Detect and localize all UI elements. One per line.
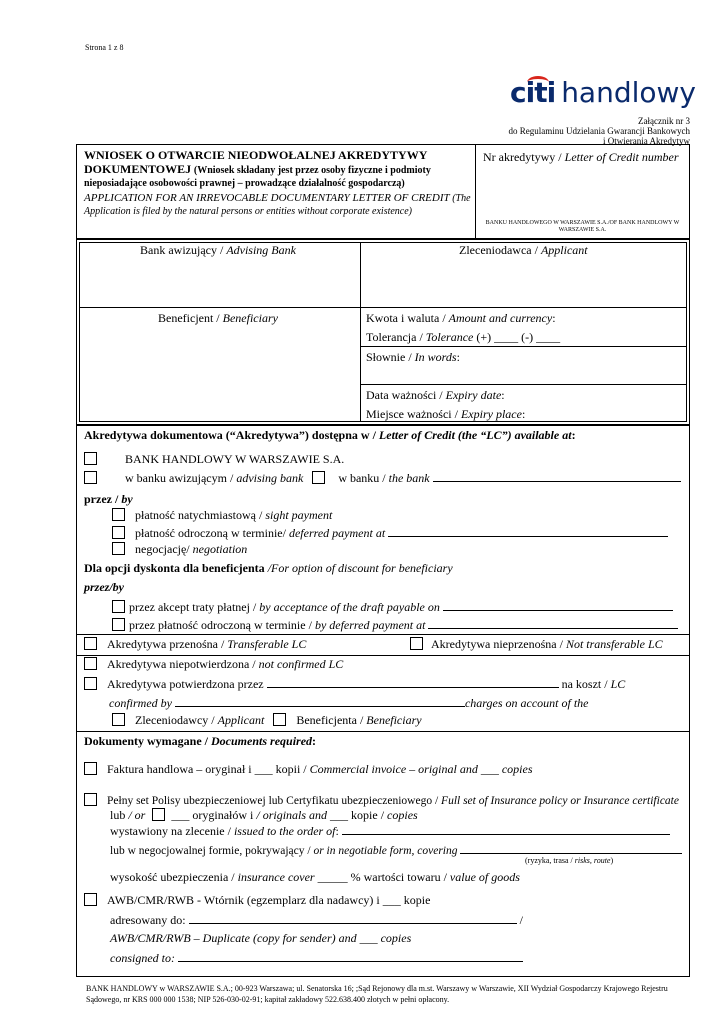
words-hline bbox=[360, 384, 687, 385]
awb-addressed-line: adresowany do: / bbox=[110, 913, 523, 927]
deferred-payment-checkbox[interactable] bbox=[112, 526, 125, 539]
title-pl-main: WNIOSEK O OTWARCIE NIEODWOŁALNEJ AKREDYTYWY DOKUMENTOWEJ bbox=[84, 148, 427, 176]
section-hline bbox=[76, 634, 690, 635]
other-bank-checkbox[interactable] bbox=[312, 471, 325, 484]
applicant-label: Zleceniodawca / Applicant bbox=[459, 243, 588, 257]
confirmed-by-field[interactable] bbox=[267, 676, 559, 688]
transferable-checkbox[interactable] bbox=[84, 637, 97, 650]
advising-bank-label: Bank awizujący / Advising Bank bbox=[140, 243, 296, 257]
expiry-date-label: Data ważności / Expiry date: bbox=[366, 388, 505, 402]
doc-commercial-invoice[interactable]: Faktura handlowa – oryginał i ___ kopii / Commercial invoice – original and ___ copies bbox=[84, 762, 533, 777]
option-deferred-payment-2[interactable]: przez płatność odroczoną w terminie / by deferred payment at bbox=[112, 617, 678, 633]
risk-note: (ryzyka, trasa / risks, route) bbox=[525, 856, 614, 865]
deferred-payment-field[interactable] bbox=[388, 525, 668, 537]
awb-checkbox[interactable] bbox=[84, 893, 97, 906]
option-not-transferable[interactable]: Akredytywa nieprzenośna / Not transferable LC bbox=[410, 637, 663, 652]
documents-heading: Dokumenty wymagane / Documents required: bbox=[84, 734, 317, 748]
not-confirmed-checkbox[interactable] bbox=[84, 657, 97, 670]
deferred-payment-2-field[interactable] bbox=[428, 617, 678, 629]
expiry-place-label: Miejsce ważności / Expiry place: bbox=[366, 407, 526, 421]
citi-handlowy-logo bbox=[510, 76, 696, 109]
by2-label: przez/by bbox=[84, 580, 124, 594]
addressed-to-field[interactable] bbox=[189, 912, 517, 924]
option-negotiation[interactable]: negocjację/ negotiation bbox=[112, 542, 247, 557]
title-en-main: APPLICATION FOR AN IRREVOCABLE DOCUMENTARY LETTER OF CREDIT bbox=[84, 192, 450, 204]
amount-hline bbox=[360, 346, 687, 347]
option-transferable[interactable]: Akredytywa przenośna / Transferable LC bbox=[84, 637, 306, 652]
insurance-cover-line: wysokość ubezpieczenia / insurance cover _____ % wartości towaru / value of goods bbox=[110, 870, 520, 884]
logo-handlowy-text: handlowy bbox=[561, 76, 696, 109]
by-label: przez / by bbox=[84, 492, 133, 506]
invoice-checkbox[interactable] bbox=[84, 762, 97, 775]
covering-field[interactable] bbox=[460, 842, 682, 854]
in-words-label: Słownie / In words: bbox=[366, 350, 460, 364]
parties-divider bbox=[360, 242, 361, 422]
not-transferable-checkbox[interactable] bbox=[410, 637, 423, 650]
annex-note bbox=[509, 116, 690, 146]
discount-heading: Dla opcji dyskonta dla beneficjenta /For option of discount for beneficiary bbox=[84, 561, 453, 575]
option-advising-bank[interactable]: w banku awizującym / advising bank w banku / the bank bbox=[84, 470, 681, 486]
section-hline bbox=[76, 655, 690, 656]
header-divider bbox=[475, 144, 476, 239]
logo-citi-text: citi bbox=[510, 76, 556, 109]
option-confirmed[interactable]: Akredytywa potwierdzona przez na koszt / LC bbox=[84, 676, 625, 692]
deferred-payment-2-checkbox[interactable] bbox=[112, 618, 125, 631]
footer: BANK HANDLOWY w WARSZAWIE S.A.; 00-923 Warszawa; ul. Senatorska 16; ;Sąd Rejonowy dla m.st. Warszawy w Warszawie, XII Wydział Gospodarczy Krajowego Rejestru Sądowego, nr KRS 000 000 1538; NIP 526-030-02-91; kapitał zakładowy 522.638.400 złotych w pełni opłacony. bbox=[86, 984, 668, 1004]
page-number: Strona 1 z 8 bbox=[85, 43, 124, 52]
lc-number-label-pl: Nr akredytywy / bbox=[483, 150, 565, 164]
option-not-confirmed[interactable]: Akredytywa niepotwierdzona / not confirmed LC bbox=[84, 657, 343, 672]
consigned-to-field[interactable] bbox=[178, 950, 523, 962]
charges-applicant-checkbox[interactable] bbox=[112, 713, 125, 726]
beneficiary-label: Beneficjent / Beneficiary bbox=[158, 311, 278, 325]
insurance-originals-line: lub / or ___ oryginałów i / originals and ___ kopie / copies bbox=[110, 808, 418, 822]
citi-arc-icon bbox=[527, 76, 549, 89]
availability-heading: Akredytywa dokumentowa (“Akredytywa”) dostępna w / Letter of Credit (the “LC”) available at: bbox=[84, 428, 576, 442]
draft-acceptance-checkbox[interactable] bbox=[112, 600, 125, 613]
title-en-note: (The Application is filed by the natural persons or entities without corporate existence) bbox=[84, 193, 471, 217]
annex-line: i Otwierania Akredytyw bbox=[603, 136, 690, 146]
awb-en-line: AWB/CMR/RWB – Duplicate (copy for sender) and ___ copies bbox=[110, 931, 412, 945]
option-draft-acceptance[interactable]: przez akcept traty płatnej / by acceptance of the draft payable on bbox=[112, 599, 673, 615]
amount-label: Kwota i waluta / Amount and currency: bbox=[366, 311, 556, 325]
insurance-negotiable-line: lub w negocjowalnej formie, pokrywający / or in negotiable form, covering bbox=[110, 842, 682, 859]
charges-beneficiary-checkbox[interactable] bbox=[273, 713, 286, 726]
option-deferred-payment[interactable]: płatność odroczoną w terminie/ deferred payment at bbox=[112, 525, 668, 541]
doc-insurance[interactable]: Pełny set Polisy ubezpieczeniowej lub Certyfikatu ubezpieczeniowego / Full set of Insurance policy or Insurance certificate bbox=[84, 793, 679, 809]
doc-awb[interactable]: AWB/CMR/RWB - Wtórnik (egzemplarz dla nadawcy) i ___ kopie bbox=[84, 893, 430, 908]
title-block bbox=[84, 149, 472, 218]
parties-hline bbox=[79, 307, 687, 308]
confirmed-checkbox[interactable] bbox=[84, 677, 97, 690]
draft-field[interactable] bbox=[443, 599, 673, 611]
sight-payment-checkbox[interactable] bbox=[112, 508, 125, 521]
insurance-or-checkbox[interactable] bbox=[152, 808, 165, 821]
lc-number-bank-note: BANKU HANDLOWEGO W WARSZAWIE S.A./OF BANK HANDLOWY W WARSZAWIE S.A. bbox=[485, 220, 680, 233]
confirmed-by-en-field[interactable] bbox=[175, 695, 465, 707]
section-hline bbox=[76, 731, 690, 732]
insurance-checkbox[interactable] bbox=[84, 793, 97, 806]
negotiation-checkbox[interactable] bbox=[112, 542, 125, 555]
title-pl-note: (Wniosek składany jest przez osoby fizyczne i podmioty nieposiadające osobowości prawnej – prowadzące działalność gospodarczą) bbox=[84, 165, 431, 189]
lc-number-label bbox=[483, 150, 679, 165]
bank-handlowy-checkbox[interactable] bbox=[84, 452, 97, 465]
issued-to-field[interactable] bbox=[342, 823, 670, 835]
option-sight-payment[interactable]: płatność natychmiastową / sight payment bbox=[112, 508, 332, 523]
insurance-issued-line: wystawiony na zlecenie / issued to the order of: bbox=[110, 823, 670, 839]
other-bank-field[interactable] bbox=[433, 470, 681, 482]
advising-bank-checkbox[interactable] bbox=[84, 471, 97, 484]
annex-line: do Regulaminu Udzielania Gwarancji Bankowych bbox=[508, 126, 690, 136]
confirmed-by-en-line: confirmed by charges on account of the bbox=[109, 696, 589, 710]
option-bank-handlowy[interactable]: BANK HANDLOWY W WARSZAWIE S.A. bbox=[84, 452, 344, 467]
charges-options: Zleceniodawcy / Applicant Beneficjenta / Beneficiary bbox=[112, 713, 422, 728]
lc-number-label-en: Letter of Credit number bbox=[564, 150, 679, 164]
annex-line: Załącznik nr 3 bbox=[638, 116, 690, 126]
consigned-line: consigned to: bbox=[110, 950, 523, 966]
tolerance-label: Tolerancja / Tolerance (+) ____ (-) ____ bbox=[366, 330, 561, 344]
